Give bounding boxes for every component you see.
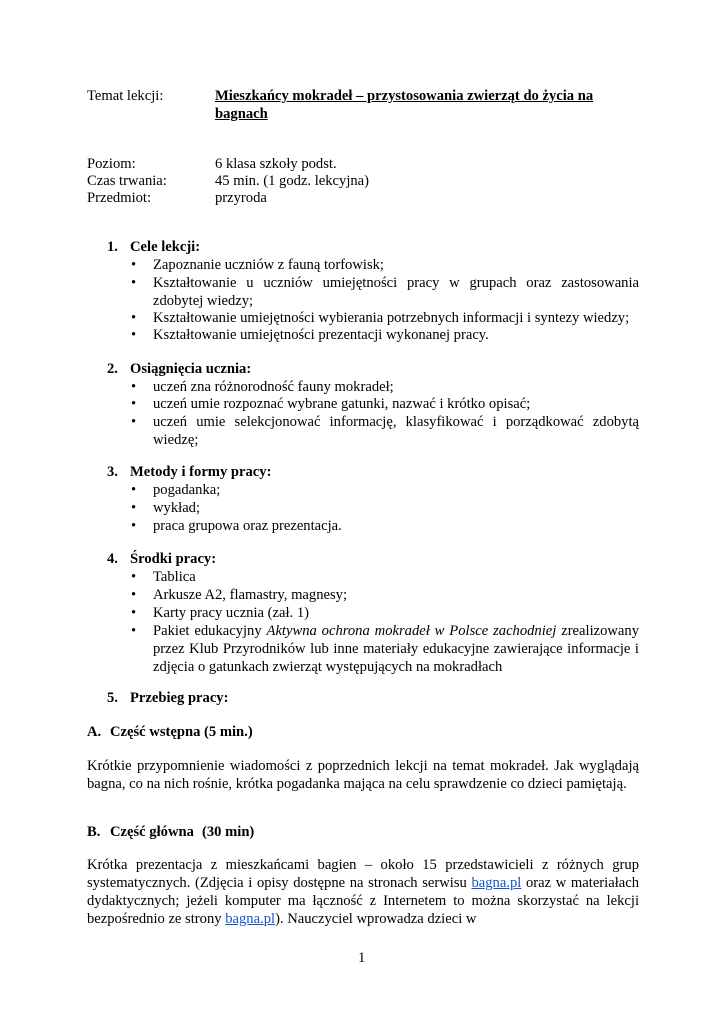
duration-label: Czas trwania: — [87, 173, 167, 189]
level-row — [87, 155, 647, 173]
section-title: Przebieg pracy: — [130, 690, 229, 706]
section-number: 5. — [107, 690, 118, 706]
section-title: Środki pracy: — [130, 551, 217, 567]
list-item — [127, 586, 639, 604]
bullet-icon: • — [131, 482, 137, 498]
part-a-title: Część wstępna (5 min.) — [110, 724, 253, 740]
list-item-text: Kształtowanie umiejętności wybierania potrzebnych informacji i syntezy wiedzy; — [153, 310, 630, 326]
part-b-title: Część główna — [110, 824, 194, 840]
list-item-text: Karty pracy ucznia (zał. 1) — [153, 605, 309, 621]
list-item — [127, 413, 639, 449]
list-item-text: Kształtowanie u uczniów umiejętności pracy w grupach oraz zastosowania zdobytej wiedzy; — [153, 275, 639, 309]
bullet-icon: • — [131, 605, 137, 621]
list-item — [127, 517, 639, 535]
list-item — [127, 378, 639, 396]
list-item-text: pogadanka; — [153, 482, 221, 498]
list-item-text: Zapoznanie uczniów z fauną torfowisk; — [153, 257, 384, 273]
part-b-text-3: ). Nauczyciel wprowadza dzieci w — [275, 911, 477, 927]
section-title: Metody i formy pracy: — [130, 464, 272, 480]
part-b-text-1: Krótka prezentacja z mieszkańcami bagien – około 15 przedstawicieli z różnych grup systematycznych. (Zdjęcia i opisy dostępne na stronach serwisu — [87, 857, 639, 891]
list-item — [127, 604, 639, 622]
bullet-icon: • — [131, 379, 137, 395]
bullet-icon: • — [131, 310, 137, 326]
list-item-text — [153, 622, 639, 676]
part-a-text: Krótkie przypomnienie wiadomości z poprzednich lekcji na temat mokradeł. Jak wyglądają bagna, co na nich rośnie, krótka pogadanka mająca na celu sprawdzenie co dzieci pamiętają. — [87, 758, 639, 792]
list-item — [127, 274, 639, 310]
topic-label: Temat lekcji: — [87, 88, 164, 104]
subject-row — [87, 189, 647, 207]
bullet-icon: • — [131, 327, 137, 343]
bullet-icon: • — [131, 275, 137, 291]
topic-title: Mieszkańcy mokradeł – przystosowania zwierząt do życia na bagnach — [215, 88, 594, 122]
list-item — [127, 326, 639, 344]
section-number: 3. — [107, 464, 118, 480]
section-number: 4. — [107, 551, 118, 567]
list-item — [127, 395, 639, 413]
bullet-icon: • — [131, 623, 137, 639]
list-item-text: uczeń umie selekcjonować informację, klasyfikować i porządkować zdobytą wiedzę; — [153, 414, 639, 448]
part-b-duration: (30 min) — [202, 824, 255, 840]
package-title: Aktywna ochrona mokradeł w Polsce zachodniej — [266, 623, 557, 639]
list-item — [127, 499, 639, 517]
package-text-end: zrealizowany przez Klub Przyrodników lub inne materiały edukacyjne zawierające informacje i zdjęcia o gatunkach zwierząt występujących na mokradłach — [153, 623, 640, 675]
section-number: 1. — [107, 239, 118, 255]
bullet-icon: • — [131, 500, 137, 516]
list-item — [127, 256, 639, 274]
bagna-link[interactable]: bagna.pl — [471, 875, 522, 891]
bullet-icon: • — [131, 587, 137, 603]
list-item — [127, 622, 639, 676]
section-number: 2. — [107, 361, 118, 377]
duration-value: 45 min. (1 godz. lekcyjna) — [215, 173, 370, 189]
part-b-label: B. — [87, 824, 101, 840]
level-value: 6 klasa szkoły podst. — [215, 156, 337, 172]
part-b-text — [87, 856, 639, 928]
list-item-text: uczeń zna różnorodność fauny mokradeł; — [153, 379, 394, 395]
bullet-icon: • — [131, 414, 137, 430]
part-a-label: A. — [87, 724, 102, 740]
subject-value: przyroda — [215, 190, 267, 206]
list-item-text: uczeń umie rozpoznać wybrane gatunki, nazwać i krótko opisać; — [153, 396, 531, 412]
list-item — [127, 568, 639, 586]
list-item-text: Arkusze A2, flamastry, magnesy; — [153, 587, 347, 603]
list-item-text: praca grupowa oraz prezentacja. — [153, 518, 342, 534]
list-item-text: Kształtowanie umiejętności prezentacji wykonanej pracy. — [153, 327, 489, 343]
bullet-icon: • — [131, 396, 137, 412]
duration-row — [87, 172, 647, 190]
bullet-icon: • — [131, 518, 137, 534]
subject-label: Przedmiot: — [87, 190, 152, 206]
package-text-start: Pakiet edukacyjny — [153, 623, 267, 639]
level-label: Poziom: — [87, 156, 136, 172]
list-item-text: Tablica — [153, 569, 196, 585]
list-item-text: wykład; — [153, 500, 201, 516]
section-title: Cele lekcji: — [130, 239, 201, 255]
bullet-icon: • — [131, 569, 137, 585]
bullet-icon: • — [131, 257, 137, 273]
bagna-link[interactable]: bagna.pl — [225, 911, 276, 927]
section-title: Osiągnięcia ucznia: — [130, 361, 252, 377]
list-item — [127, 309, 639, 327]
list-item — [127, 481, 639, 499]
part-b-text-2: oraz w materiałach dydaktycznych; jeżeli komputer ma łączność z Internetem to można skorzystać na lekcji bezpośrednio ze strony — [87, 875, 639, 927]
page-number: 1 — [358, 950, 366, 966]
